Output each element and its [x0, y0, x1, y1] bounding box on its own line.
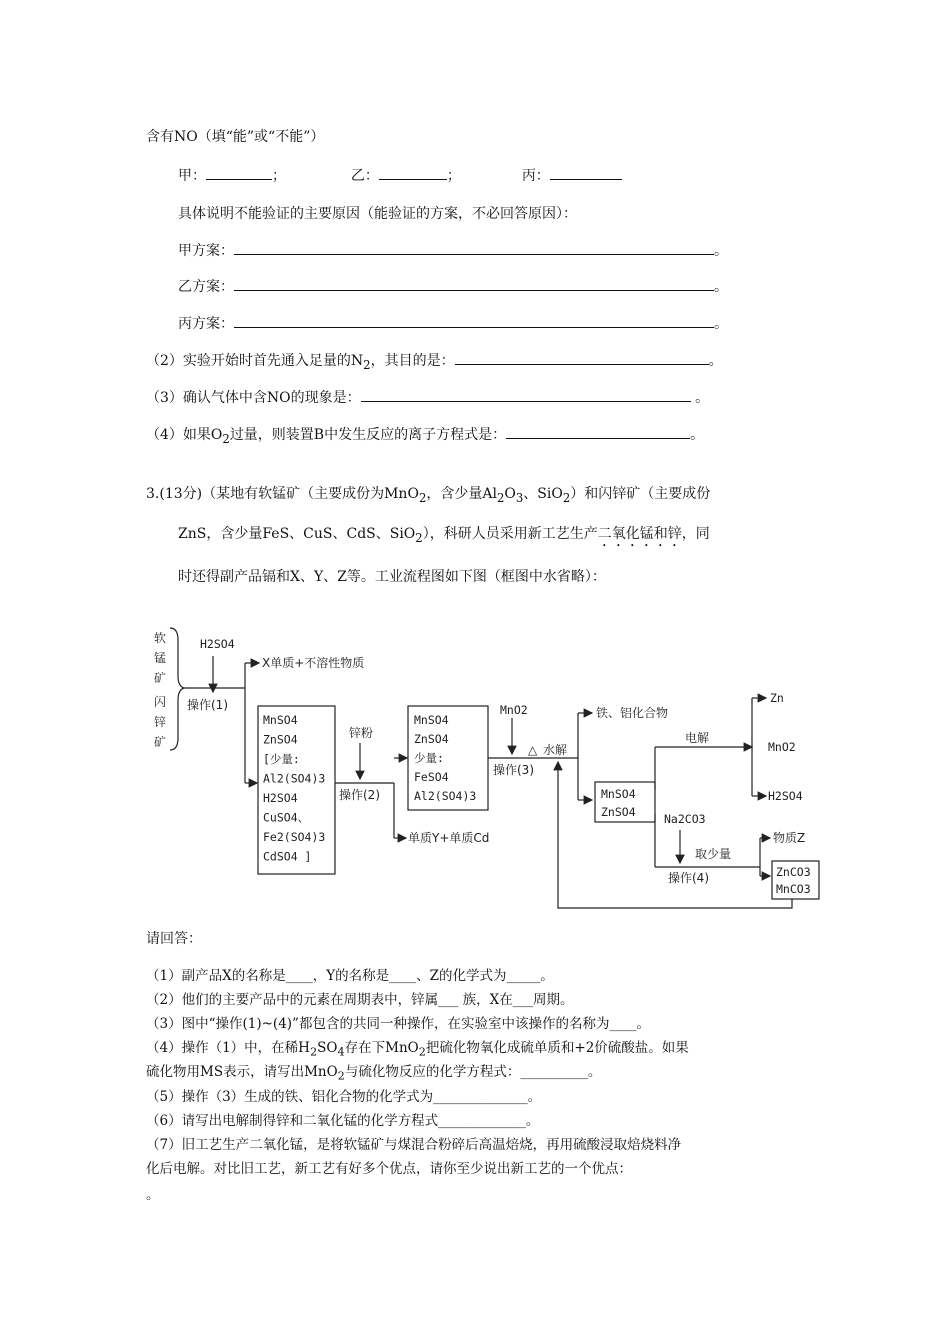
hydrolysis-label: 水解 — [543, 743, 568, 757]
q3-text: （3）确认气体中含NO的现象是： — [146, 390, 361, 406]
q4b-b: SO — [317, 1040, 338, 1056]
box1-line-8: CdSO4 ] — [263, 849, 312, 864]
sub-question-4-line-2 — [146, 1063, 601, 1086]
zinc-powder-label: 锌粉 — [349, 726, 374, 740]
plan-jia-period: 。 — [714, 243, 728, 259]
p3-l1-c: O — [504, 486, 516, 502]
op1-label: 操作(1) — [187, 698, 228, 712]
question-3 — [146, 387, 709, 407]
p3-line-2 — [178, 525, 710, 550]
sub-question-7-line-2: 化后电解。对比旧工艺，新工艺有好多个优点，请你至少说出新工艺的一个优点： — [146, 1161, 632, 1177]
h2so4-out-label: H2SO4 — [768, 789, 803, 803]
ore2-char-2: 锌 — [154, 715, 167, 729]
zn-label: Zn — [770, 691, 784, 705]
box3-lines — [601, 787, 636, 819]
q4-text-a: （4）如果O — [146, 427, 223, 443]
p3-l1-s3: 3 — [515, 490, 524, 505]
bing-label: 丙： — [521, 168, 550, 184]
bing-blank[interactable] — [550, 165, 622, 180]
plan-jia-label: 甲方案： — [178, 243, 234, 259]
electrolysis-label: 电解 — [685, 731, 710, 745]
box1-line-4: Al2(SO4)3 — [263, 771, 326, 786]
box4-line-2: MnCO3 — [776, 882, 811, 896]
explain-line: 具体说明不能验证的主要原因（能验证的方案，不必回答原因）： — [178, 206, 577, 222]
plan-yi-line — [178, 276, 728, 296]
mno2-in-label: MnO2 — [500, 703, 528, 717]
sub-question-1: （1）副产品X的名称是____，Y的名称是____、Z的化学式为_____。 — [146, 968, 554, 984]
box2-line-3: 少量: — [414, 751, 444, 765]
plan-jia-line — [178, 240, 728, 260]
na2co3-label: Na2CO3 — [664, 812, 706, 826]
yi-end: ； — [446, 168, 461, 184]
p3-l1-d: 、SiO — [523, 486, 563, 502]
yi-blank[interactable] — [379, 165, 447, 180]
ore-brace — [170, 628, 184, 750]
p3-l2-c: ，同 — [681, 526, 710, 542]
sub-question-7-line-3: 。 — [146, 1187, 160, 1203]
sub-question-5: （5）操作（3）生成的铁、铝化合物的化学式为______________。 — [146, 1089, 542, 1105]
answer-row-jia-yi-bing — [178, 165, 622, 185]
box1-line-3: [少量: — [263, 752, 300, 766]
box3-line-1: MnSO4 — [601, 787, 636, 801]
fe-al-label: 铁、铝化合物 — [596, 706, 669, 720]
p3-l1-s2: 2 — [496, 490, 505, 505]
p3-line-3: 时还得副产品镉和X、Y、Z等。工业流程图如下图（框图中水省略）： — [178, 569, 606, 585]
jia-blank[interactable] — [206, 165, 272, 180]
ask-label: 请回答： — [146, 931, 202, 947]
plan-yi-period: 。 — [714, 279, 728, 295]
waste2-label: 单质Y+单质Cd — [408, 831, 490, 845]
box1-lines — [263, 713, 325, 864]
box2-line-2: ZnSO4 — [414, 732, 449, 746]
recycle-arrow — [558, 762, 792, 908]
q4b-c: 存在下MnO — [344, 1040, 419, 1056]
p3-l2-s1: 2 — [415, 530, 423, 545]
q4-text-b: 过量，则装置B中发生反应的离子方程式是： — [229, 427, 507, 443]
sub-question-6: （6）请写出电解制得锌和二氧化锰的化学方程式_____________。 — [146, 1113, 540, 1129]
question-4 — [146, 424, 704, 448]
plan-bing-blank[interactable] — [234, 313, 714, 328]
ore1-char-3: 矿 — [154, 671, 167, 685]
mno2-out-label: MnO2 — [768, 740, 796, 754]
p3-l2-a: ZnS，含少量FeS、CuS、CdS、SiO — [178, 526, 416, 542]
p3-l2-emphasis: 二氧化锰和锌 — [597, 526, 682, 542]
box1-line-6: CuSO4、 — [263, 810, 310, 825]
take-small-label: 取少量 — [695, 847, 732, 861]
jia-end: ； — [272, 168, 286, 184]
sub-question-7-line-1: （7）旧工艺生产二氧化锰，是将软锰矿与煤混合粉碎后高温焙烧，再用硫酸浸取焙烧料净 — [146, 1137, 682, 1153]
sub-question-4-line-1 — [146, 1039, 689, 1062]
q4b-a: （4）操作（1）中，在稀H — [146, 1040, 310, 1056]
q4b-l2-a: 硫化物用MS表示，请写出MnO — [146, 1064, 338, 1080]
plan-bing-label: 丙方案： — [178, 316, 234, 332]
jia-label: 甲： — [178, 168, 206, 184]
intro-line: 含有NO（填“能”或“不能”） — [146, 129, 325, 145]
box3-line-2: ZnSO4 — [601, 805, 636, 819]
q4b-l2-s: 2 — [337, 1069, 345, 1083]
p3-l1-e: ）和闪锌矿（主要成份 — [570, 486, 711, 502]
ore1-char-1: 软 — [154, 631, 167, 645]
op2-label: 操作(2) — [339, 788, 380, 802]
box1-line-7: Fe2(SO4)3 — [263, 830, 326, 844]
q2-blank[interactable] — [455, 350, 709, 365]
box1-line-5: H2SO4 — [263, 791, 298, 805]
p3-line-1 — [146, 485, 710, 507]
ore2-char-3: 矿 — [154, 735, 167, 749]
q4b-s2: 4 — [337, 1045, 345, 1059]
q2-text-a: （2）实验开始时首先通入足量的N — [146, 353, 364, 369]
waste1-label: X单质+不溶性物质 — [262, 656, 365, 670]
q3-blank[interactable] — [361, 387, 691, 402]
box2-lines — [414, 713, 476, 803]
plan-bing-period: 。 — [714, 316, 728, 332]
plan-bing-line — [178, 313, 728, 333]
q4b-s3: 2 — [418, 1045, 426, 1059]
q4-sub: 2 — [222, 431, 230, 446]
q4-blank[interactable] — [506, 424, 690, 439]
q2-period: 。 — [708, 353, 723, 369]
q4b-d: 把硫化物氧化成硫单质和+2价硫酸盐。如果 — [425, 1040, 689, 1056]
q2-sub: 2 — [363, 357, 371, 372]
box2-line-5: Al2(SO4)3 — [414, 789, 477, 803]
box4-lines — [776, 865, 811, 896]
box2-line-4: FeSO4 — [414, 770, 449, 784]
yi-label: 乙： — [350, 168, 379, 184]
box1-line-1: MnSO4 — [263, 713, 298, 727]
p3-l2-b: ），科研人员采用新工艺生产 — [422, 526, 598, 542]
question-2 — [146, 350, 723, 374]
p3-l1-s4: 2 — [562, 490, 571, 505]
q4b-l2-b: 与硫化物反应的化学方程式：__________。 — [344, 1064, 602, 1080]
p3-l1-b: ，含少量Al — [426, 486, 497, 502]
process-flow-diagram — [140, 618, 830, 918]
q2-text-b: ，其目的是： — [370, 353, 455, 369]
q4-period: 。 — [690, 427, 705, 443]
heat-symbol: △ — [528, 743, 538, 757]
p3-l1-s1: 2 — [418, 490, 427, 505]
plan-yi-label: 乙方案： — [178, 279, 234, 295]
q4b-s1: 2 — [309, 1045, 318, 1059]
plan-yi-blank[interactable] — [234, 276, 714, 291]
q3-end: 。 — [690, 390, 710, 406]
box4-line-1: ZnCO3 — [776, 865, 811, 879]
op4-label: 操作(4) — [668, 871, 709, 885]
p3-l1-a: 3.(13分)（某地有软锰矿（主要成份为MnO — [146, 486, 419, 502]
ore2-char-1: 闪 — [154, 695, 167, 709]
plan-jia-blank[interactable] — [234, 240, 714, 255]
ore1-char-2: 锰 — [154, 651, 167, 665]
box1-line-2: ZnSO4 — [263, 732, 298, 747]
z-label: 物质Z — [773, 831, 806, 845]
op3-label: 操作(3) — [493, 763, 534, 777]
h2so4-label: H2SO4 — [200, 637, 235, 651]
box2-line-1: MnSO4 — [414, 713, 449, 727]
sub-question-3: （3）图中“操作(1)~(4)”都包含的共同一种操作，在实验室中该操作的名称为____。 — [146, 1016, 650, 1032]
sub-question-2: （2）他们的主要产品中的元素在周期表中，锌属___ 族，X在___周期。 — [146, 992, 574, 1008]
